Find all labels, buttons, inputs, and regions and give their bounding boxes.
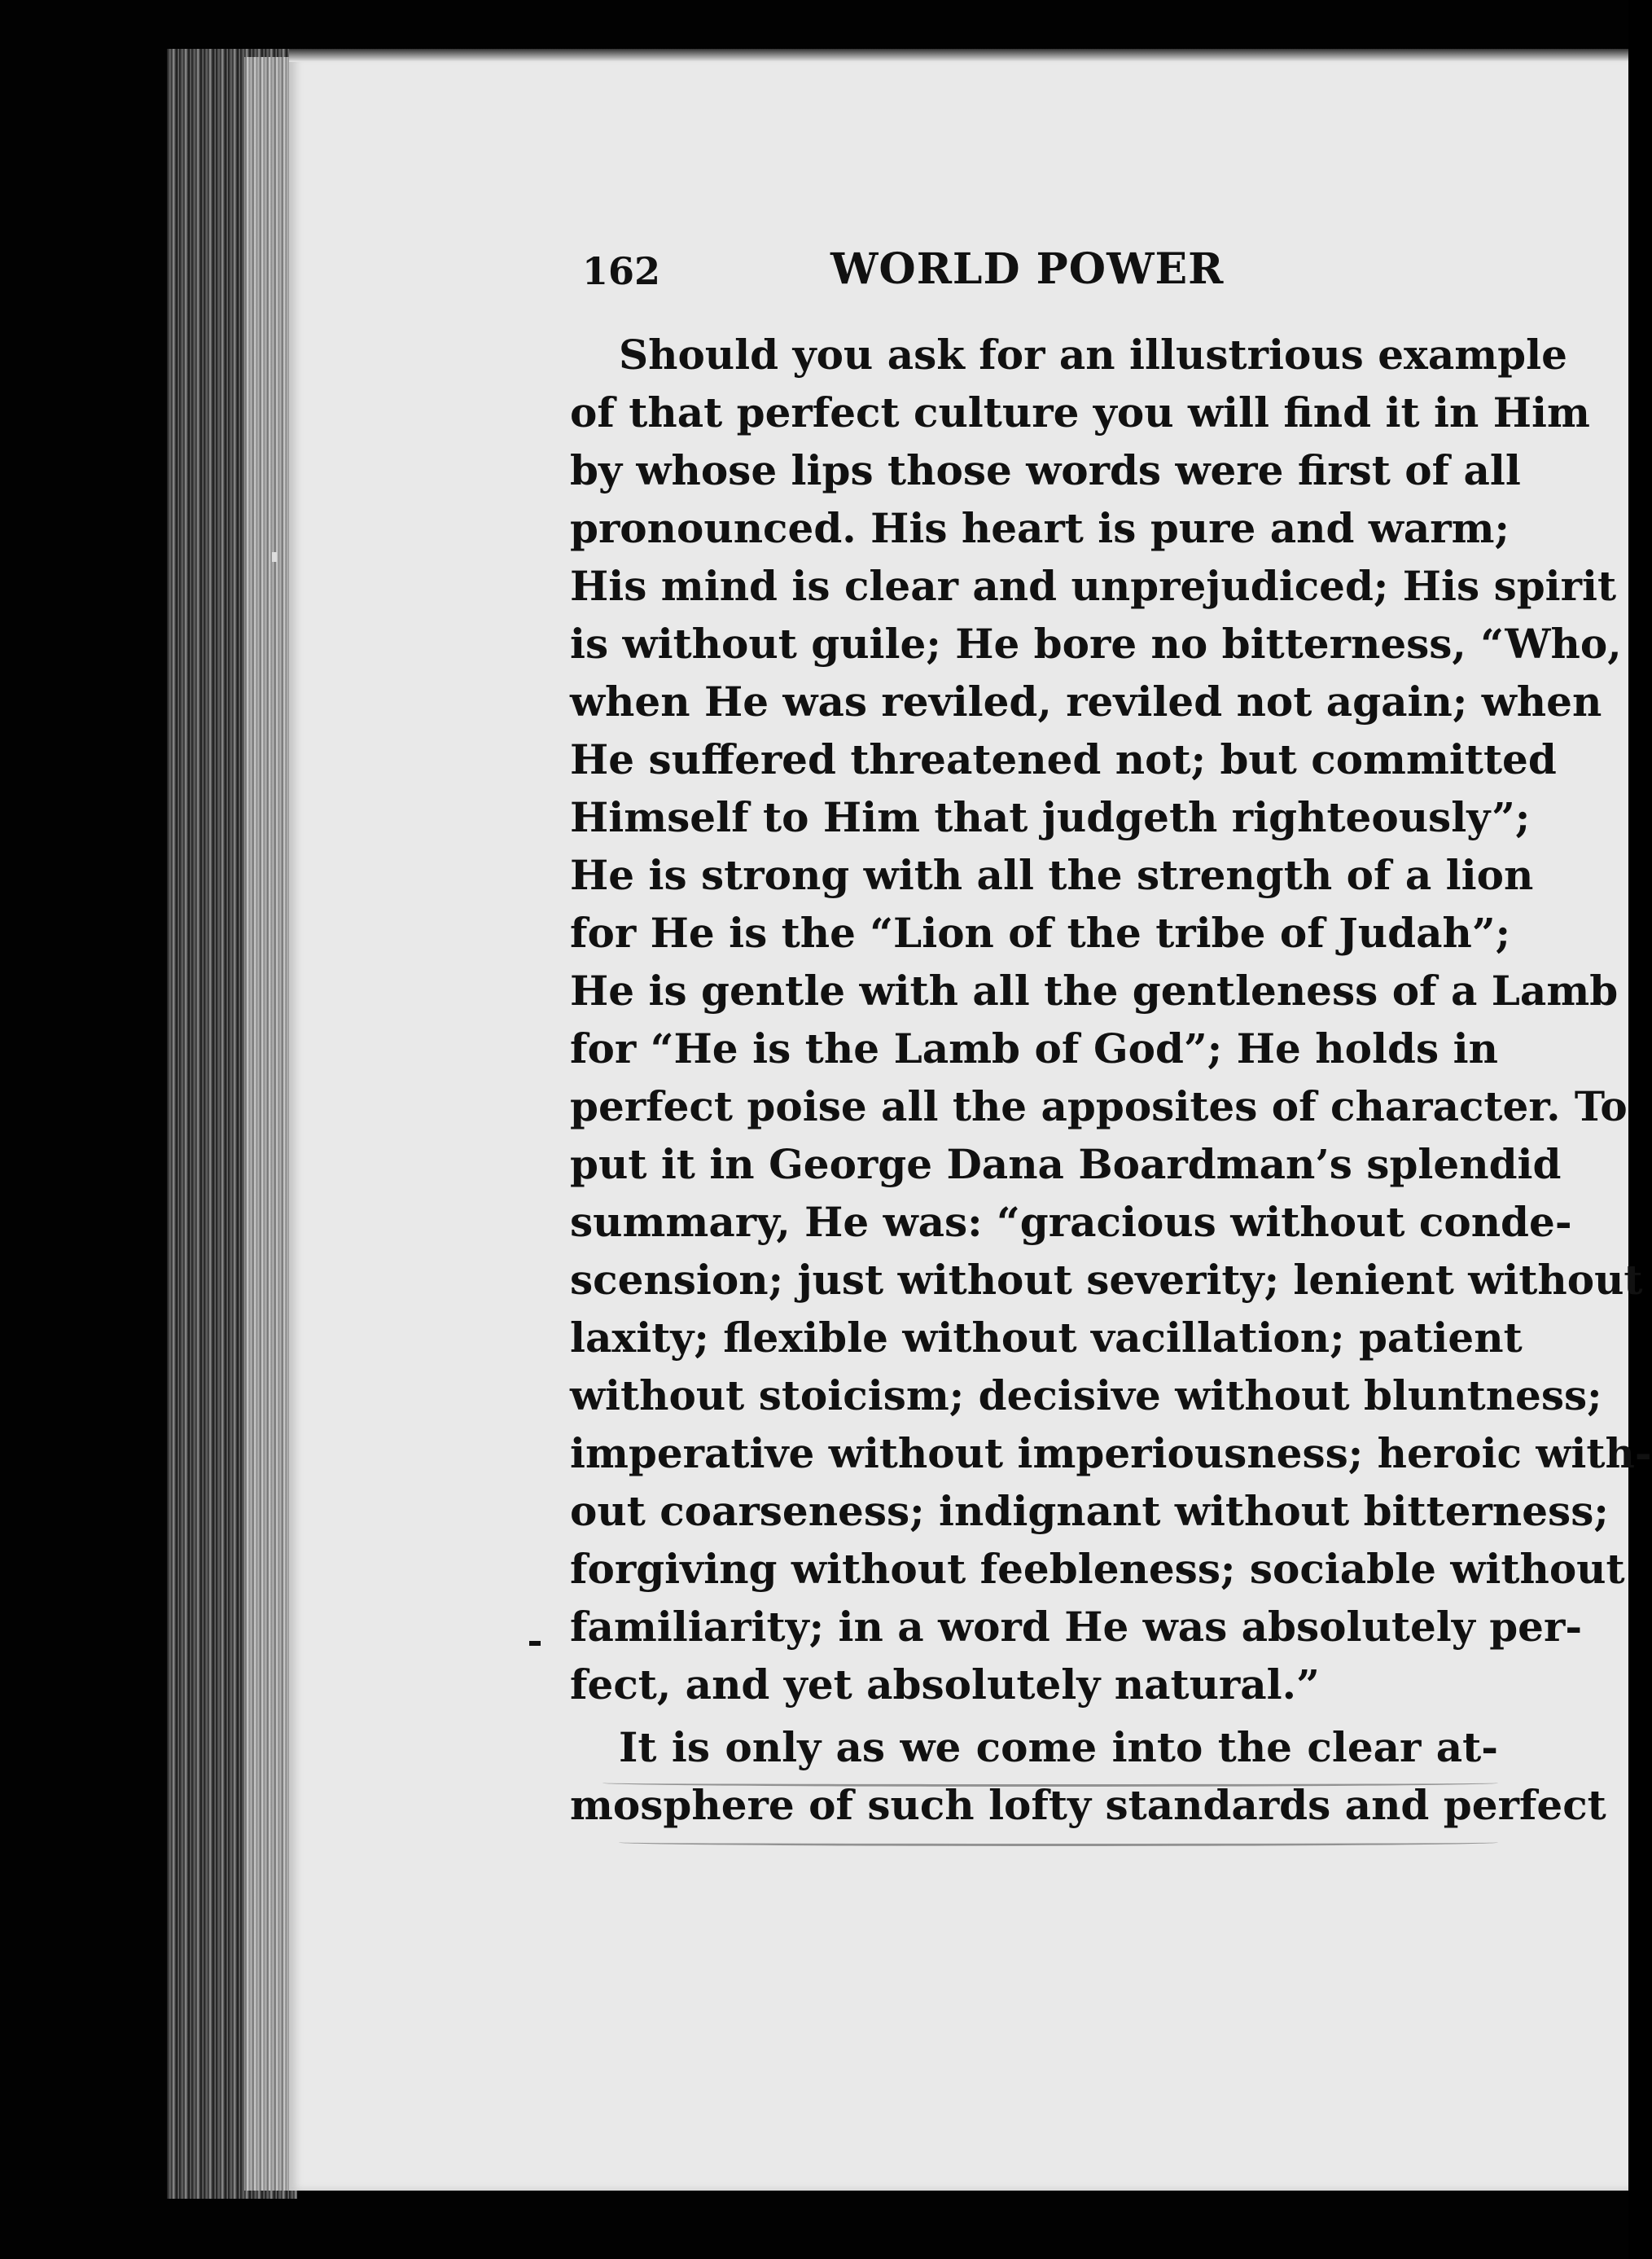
margin-mark (529, 1641, 541, 1646)
text-line: It is only as we come into the clear at- (619, 1723, 1498, 1771)
page-top-shadow (289, 49, 1628, 62)
margin-mark (272, 552, 277, 562)
text-line: He is strong with all the strength of a lion (570, 851, 1534, 899)
text-line: of that perfect culture you will find it in Him (570, 388, 1590, 436)
text-line: forgiving without feebleness; sociable without (570, 1545, 1625, 1593)
paragraph-1 (570, 326, 1652, 1713)
pencil-underline (603, 1779, 1498, 1787)
running-head (582, 244, 1266, 301)
text-line: fect, and yet absolutely natural.” (570, 1660, 1320, 1709)
text-line: put it in George Dana Boardman’s splendid (570, 1140, 1562, 1188)
book-page-edges-light (244, 57, 293, 2191)
text-line: scension; just without severity; lenient without (570, 1256, 1643, 1304)
paragraph-2 (570, 1718, 1606, 1834)
text-line: familiarity; in a word He was absolutely per- (570, 1603, 1583, 1651)
text-line: Should you ask for an illustrious example (619, 331, 1567, 379)
text-line: pronounced. His heart is pure and warm; (570, 504, 1510, 552)
pencil-underline (619, 1839, 1498, 1846)
text-line: for He is the “Lion of the tribe of Judah”; (570, 909, 1511, 957)
text-line: is without guile; He bore no bitterness, “Who, (570, 620, 1622, 668)
text-line: by whose lips those words were first of all (570, 446, 1521, 494)
text-line: when He was reviled, reviled not again; when (570, 678, 1602, 726)
text-line: laxity; flexible without vacillation; patient (570, 1314, 1523, 1362)
text-line: He is gentle with all the gentleness of a Lamb (570, 967, 1619, 1015)
text-line: perfect poise all the apposites of character. To (570, 1082, 1628, 1130)
text-line: Himself to Him that judgeth righteously”; (570, 793, 1531, 841)
text-line: for “He is the Lamb of God”; He holds in (570, 1024, 1498, 1072)
running-title: WORLD POWER (830, 244, 1225, 294)
text-line: summary, He was: “gracious without conde- (570, 1198, 1572, 1246)
text-line: He suffered threatened not; but committed (570, 735, 1557, 783)
text-line: without stoicism; decisive without bluntness; (570, 1371, 1602, 1419)
text-line: His mind is clear and unprejudiced; His spirit (570, 562, 1617, 610)
body-text (570, 326, 1652, 1834)
text-line: mosphere of such lofty standards and perfect (570, 1781, 1606, 1829)
page-number: 162 (582, 249, 661, 293)
text-line: imperative without imperiousness; heroic with- (570, 1429, 1652, 1477)
text-line: out coarseness; indignant without bitterness; (570, 1487, 1609, 1535)
